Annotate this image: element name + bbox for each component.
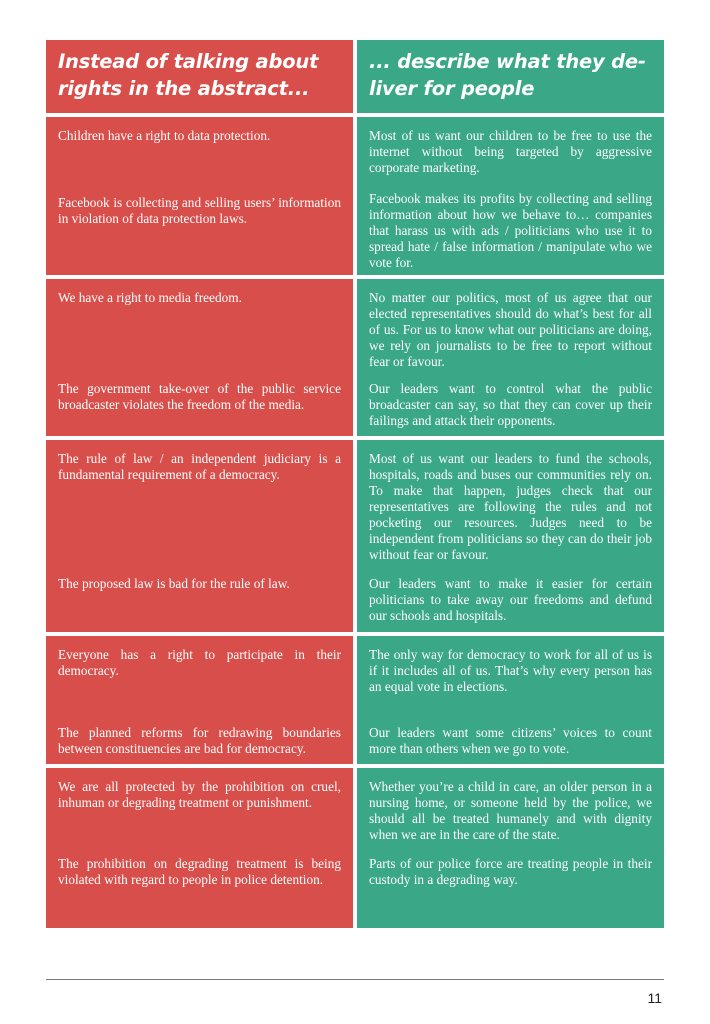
row-1-right-example: Facebook makes its profits by collecting and selling information about how we behave to… companies that harass us with ads / politicians who use it to spread hate / false information / manipulate who we vote for.	[369, 191, 652, 270]
comparison-table	[46, 40, 664, 928]
row-5-right-statement: Whether you’re a child in care, an older person in a nursing home, or someone held by the police, we should all be treated humanely and with dignity when we are in the care of the state.	[369, 779, 652, 842]
row-4-right-example: Our leaders want some citizens’ voices to count more than others when we go to vote.	[369, 725, 652, 756]
header-left-title: Instead of talking about rights in the abstract...	[58, 50, 319, 100]
row-5-left-statement: We are all protected by the prohibition on cruel, inhuman or degrading treatment or punishment.	[58, 779, 341, 810]
row-4-left-cell	[46, 636, 353, 764]
row-4-left-statement: Everyone has a right to participate in their democracy.	[58, 647, 341, 678]
row-5-left-example: The prohibition on degrading treatment is being violated with regard to people in police detention.	[58, 856, 341, 887]
row-3-right-statement: Most of us want our leaders to fund the schools, hospitals, roads and buses our communities rely on. To make that happen, judges check that our representatives are following the rules and not pocketing our resources. Judges need to be independent from politicians so they can do their job without fear or favour.	[369, 451, 652, 562]
header-right-title: ... describe what they de-liver for people	[369, 50, 646, 100]
row-3-left-example: The proposed law is bad for the rule of law.	[58, 576, 290, 591]
row-3-left-statement: The rule of law / an independent judiciary is a fundamental requirement of a democracy.	[58, 451, 341, 482]
row-4-right-statement: The only way for democracy to work for all of us is if it includes all of us. That’s why every person has an equal vote in elections.	[369, 647, 652, 694]
row-3-right-example: Our leaders want to make it easier for certain politicians to take away our freedoms and defund our schools and hospitals.	[369, 576, 652, 623]
row-4-right-cell	[357, 636, 664, 764]
row-5-right-cell	[357, 768, 664, 928]
row-2-right-statement: No matter our politics, most of us agree that our elected representatives should do what’s best for all of us. For us to know what our politicians are doing, we rely on journalists to be free to report without fear or favour.	[369, 290, 652, 369]
row-3-right-cell	[357, 440, 664, 632]
row-5-left-cell	[46, 768, 353, 928]
row-1-left-statement: Children have a right to data protection.	[58, 128, 271, 143]
row-3-left-cell	[46, 440, 353, 632]
row-2-right-example: Our leaders want to control what the public broadcaster can say, so that they can cover up their failings and attack their opponents.	[369, 381, 652, 428]
row-1-right-cell	[357, 117, 664, 275]
row-2-left-statement: We have a right to media freedom.	[58, 290, 242, 305]
header-left-cell	[46, 40, 353, 113]
footer-divider	[46, 979, 664, 980]
header-right-cell	[357, 40, 664, 113]
row-4-left-example: The planned reforms for redrawing boundaries between constituencies are bad for democracy.	[58, 725, 341, 756]
row-5-right-example: Parts of our police force are treating people in their custody in a degrading way.	[369, 856, 652, 887]
row-2-left-example: The government take-over of the public service broadcaster violates the freedom of the media.	[58, 381, 341, 412]
row-2-right-cell	[357, 279, 664, 436]
page-number: 11	[647, 990, 662, 1006]
row-1-left-example: Facebook is collecting and selling users’ information in violation of data protection laws.	[58, 195, 341, 226]
row-1-right-statement: Most of us want our children to be free to use the internet without being targeted by aggressive corporate marketing.	[369, 128, 652, 175]
row-1-left-cell	[46, 117, 353, 275]
row-2-left-cell	[46, 279, 353, 436]
